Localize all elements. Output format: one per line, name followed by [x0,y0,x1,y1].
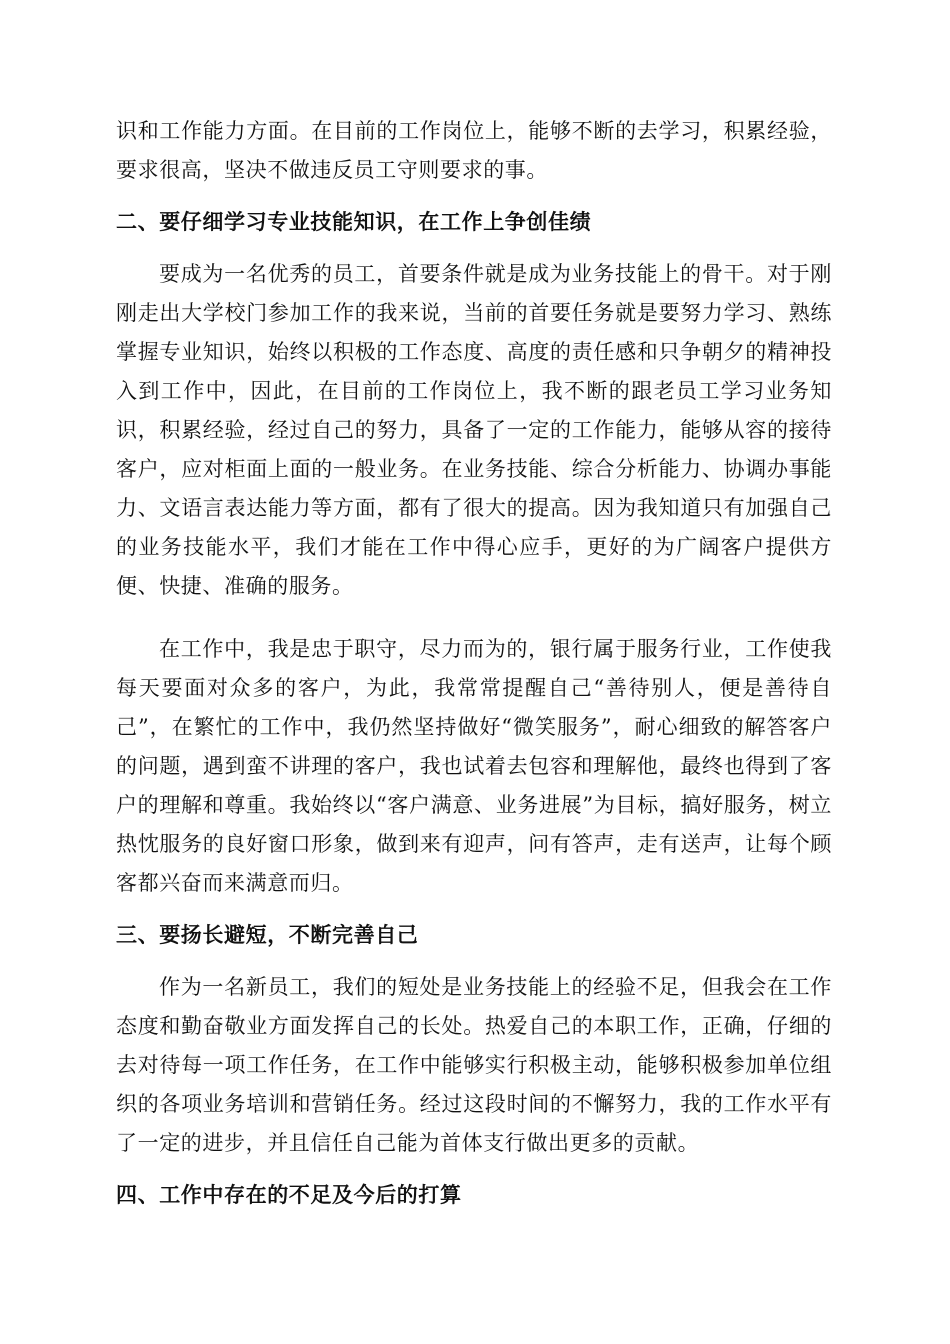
spacer [116,1163,832,1176]
document-body [116,112,832,1215]
section-heading-3: 三、要扬长避短，不断完善自己 [116,923,419,947]
spacer [116,955,832,968]
spacer [116,606,832,630]
section-heading-2: 二、要仔细学习专业技能知识，在工作上争创佳绩 [116,210,592,234]
paragraph-service: 在工作中，我是忠于职守，尽力而为的，银行属于服务行业，工作使我每天要面对众多的客户，为此，我常常提醒自己“善待别人，便是善待自己”，在繁忙的工作中，我仍然坚持做好“微笑服务”，耐心细致的解答客户的问题，遇到蛮不讲理的客户，我也试着去包容和理解他，最终也得到了客户的理解和尊重。我始终以“客户满意、业务进展”为目标，搞好服务，树立热忱服务的良好窗口形象，做到来有迎声，问有答声，走有送声，让每个顾客都兴奋而来满意而归。 [116,637,832,895]
spacer [116,190,832,203]
paragraph-skills: 要成为一名优秀的员工，首要条件就是成为业务技能上的骨干。对于刚刚走出大学校门参加工作的我来说，当前的首要任务就是要努力学习、熟练掌握专业知识，始终以积极的工作态度、高度的责任感和只争朝夕的精神投入到工作中，因此，在目前的工作岗位上，我不断的跟老员工学习业务知识，积累经验，经过自己的努力，具备了一定的工作能力，能够从容的接待客户，应对柜面上面的一般业务。在业务技能、综合分析能力、协调办事能力、文语言表达能力等方面，都有了很大的提高。因为我知道只有加强自己的业务技能水平，我们才能在工作中得心应手，更好的为广阔客户提供方便、快捷、准确的服务。 [116,262,832,598]
section-heading-4: 四、工作中存在的不足及今后的打算 [116,1183,462,1207]
paragraph-continuation: 识和工作能力方面。在目前的工作岗位上，能够不断的去学习，积累经验，要求很高，坚决不做违反员工守则要求的事。 [116,119,832,182]
paragraph-strengths: 作为一名新员工，我们的短处是业务技能上的经验不足，但我会在工作态度和勤奋敬业方面发挥自己的长处。热爱自己的本职工作，正确，仔细的去对待每一项工作任务，在工作中能够实行积极主动，能够积极参加单位组织的各项业务培训和营销任务。经过这段时间的不懈努力，我的工作水平有了一定的进步，并且信任自己能为首体支行做出更多的贡献。 [116,975,832,1155]
spacer [116,903,832,916]
spacer [116,242,832,255]
